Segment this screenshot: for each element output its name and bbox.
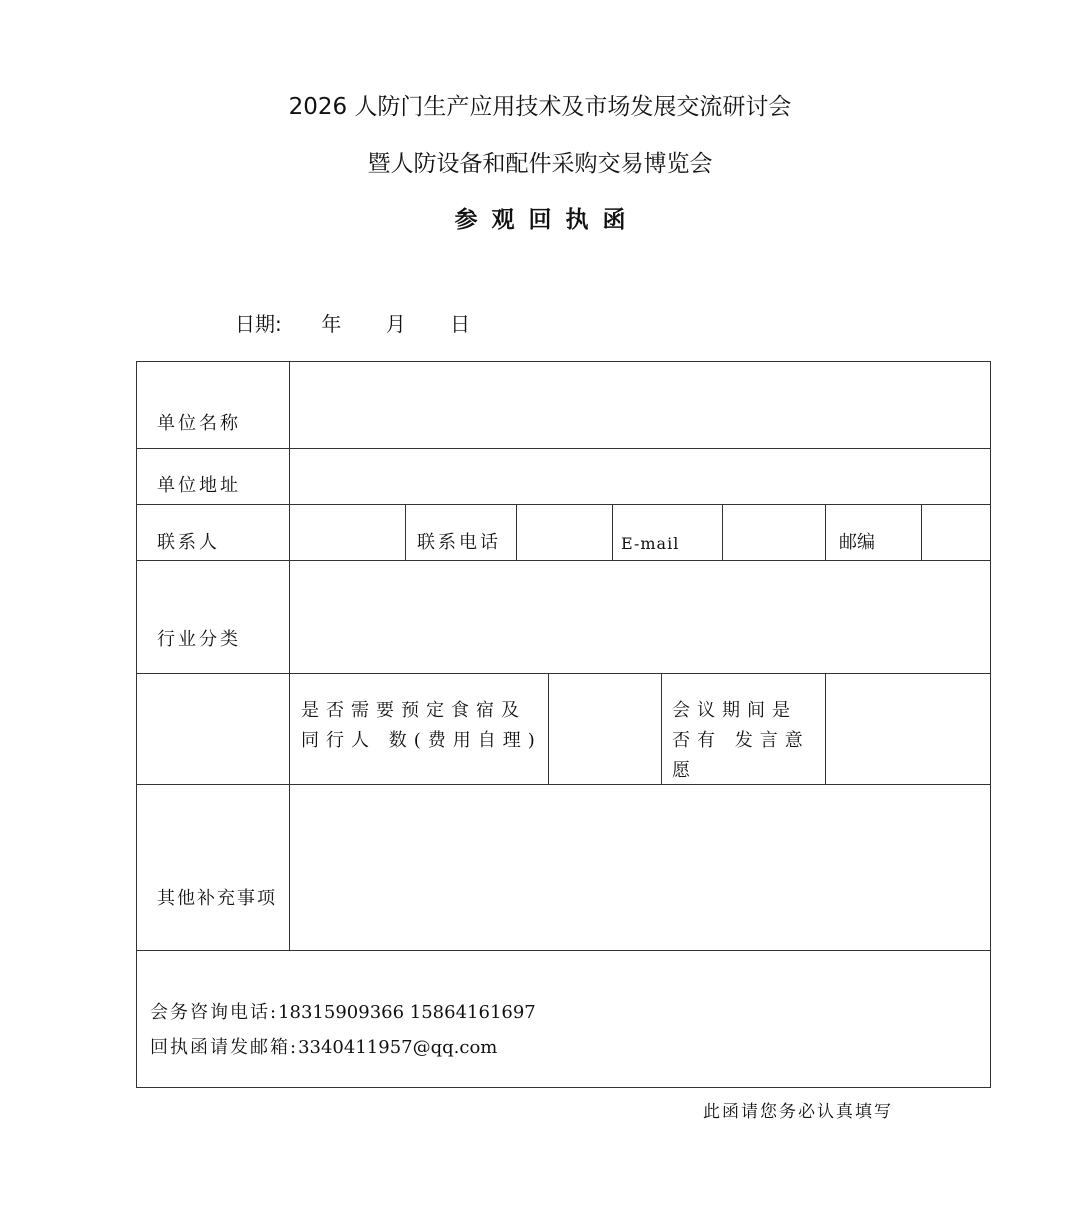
receipt-email-label: 回执函请发邮箱: <box>150 1037 299 1058</box>
unit-name-label: 单位名称 <box>157 413 241 434</box>
row-divider <box>137 784 990 785</box>
industry-label: 行业分类 <box>157 629 241 650</box>
row-divider <box>137 673 990 674</box>
label-column-divider <box>289 362 290 950</box>
row-divider <box>137 560 990 561</box>
date-row <box>235 308 508 337</box>
date-month: 月 <box>385 312 406 336</box>
inquiry-phone-label: 会务咨询电话: <box>150 1002 279 1023</box>
row-divider <box>137 448 990 449</box>
title-line-3: 参观回执函 <box>454 207 640 233</box>
title-line-2: 暨人防设备和配件采购交易博览会 <box>367 151 713 177</box>
receipt-email <box>150 1033 497 1059</box>
inquiry-phone-numbers: 18315909366 15864161697 <box>278 1002 536 1023</box>
footer-note: 此函请您务必认真填写 <box>703 1102 893 1122</box>
receipt-form-table <box>136 361 991 1088</box>
column-divider <box>548 673 549 784</box>
column-divider <box>405 504 406 560</box>
date-label: 日期: <box>235 312 282 336</box>
inquiry-phone <box>150 998 536 1024</box>
date-day: 日 <box>450 312 471 336</box>
title-line-1: 2026 人防门生产应用技术及市场发展交流研讨会 <box>288 94 792 120</box>
column-divider <box>612 504 613 560</box>
row-divider <box>137 504 990 505</box>
date-year: 年 <box>321 312 342 336</box>
email-label: E-mail <box>621 534 680 553</box>
lodging-question-label: 是否需要预定食宿及同行人 数(费用自理) <box>301 700 542 751</box>
postcode-label: 邮编 <box>839 532 875 553</box>
row-divider <box>137 950 990 951</box>
other-notes-label: 其他补充事项 <box>157 888 277 909</box>
column-divider <box>722 504 723 560</box>
receipt-email-value: 3340411957@qq.com <box>298 1037 498 1058</box>
column-divider <box>661 673 662 784</box>
column-divider <box>825 673 826 784</box>
column-divider <box>825 504 826 560</box>
column-divider <box>516 504 517 560</box>
contact-phone-label: 联系电话 <box>417 532 501 553</box>
unit-address-label: 单位地址 <box>157 475 241 496</box>
contact-person-label: 联系人 <box>157 532 220 553</box>
column-divider <box>921 504 922 560</box>
speech-question-label: 会议期间是否有 发言意愿 <box>672 700 810 781</box>
